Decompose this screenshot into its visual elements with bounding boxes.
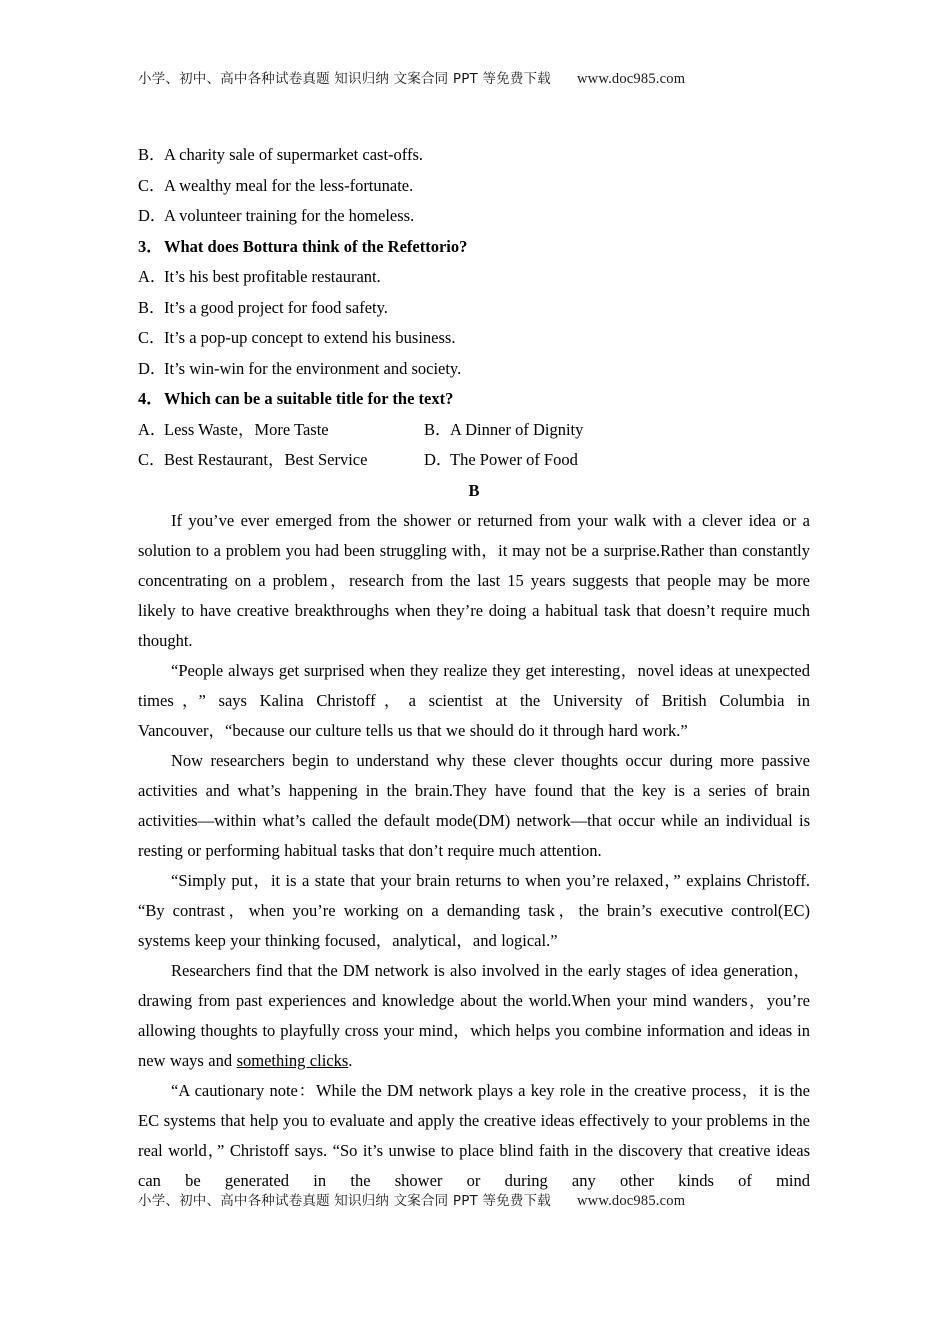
option-text: The Power of Food — [450, 450, 578, 469]
option-text: It’s his best profitable restaurant. — [164, 267, 381, 286]
option-item — [138, 415, 329, 446]
option-label: C． — [138, 450, 166, 469]
document-content — [138, 140, 810, 1226]
option-row — [138, 415, 810, 446]
option-text: It’s a good project for food safety. — [164, 297, 388, 317]
footer-watermark-url: www.doc985.com — [577, 1193, 686, 1209]
option-row — [138, 445, 810, 476]
option-label: B． — [424, 419, 452, 439]
passage-paragraph: Now researchers begin to understand why these clever thoughts occur during more passive activities and what’s happening in the brain.They have found that the key is a series of brain activities—within what’s called the default mode(DM) network—that occur while an individual is resting or performing habitual tasks that don’t require much attention. — [138, 750, 810, 860]
option-label: C． — [138, 328, 166, 347]
option-label: C． — [138, 175, 166, 195]
option-item — [138, 171, 810, 202]
option-label: D． — [138, 358, 167, 378]
header-watermark — [138, 69, 810, 89]
question-stem-3 — [138, 232, 810, 263]
option-item — [138, 140, 810, 171]
passage-paragraph-final: “A cautionary note：While the DM network plays a key role in the creative process，it is the EC systems that help you to evaluate and apply the creative ideas effectively to your problems in the real world，” Christoff says. “So it’s unwise to place blind faith in the discovery that creative ideas can be generated in the shower or during any other kinds of mind — [138, 1080, 810, 1190]
question-text: Which can be a suitable title for the text? — [164, 389, 454, 408]
option-text: A wealthy meal for the less-fortunate. — [164, 175, 414, 195]
option-item — [138, 323, 810, 354]
option-item — [424, 445, 578, 476]
option-item — [138, 262, 810, 293]
option-text: Best Restaurant，Best Service — [164, 450, 368, 469]
passage-paragraph-with-underline — [138, 956, 810, 1076]
option-text: It’s a pop-up concept to extend his business. — [164, 328, 456, 347]
option-text: Less Waste，More Taste — [164, 419, 329, 439]
option-label: D． — [138, 206, 167, 225]
underlined-phrase: something clicks — [236, 1050, 349, 1070]
footer-watermark-chinese: 小学、初中、高中各种试卷真题 知识归纳 文案合同 PPT 等免费下载 — [138, 1193, 551, 1209]
footer-watermark — [138, 1191, 810, 1211]
option-item — [138, 201, 810, 232]
option-item — [138, 293, 810, 324]
paragraph-text-before: Researchers find that the DM network is also involved in the early stages of idea generation，drawing from past experiences and knowledge about the world.When your mind wanders，you’re allowing thoughts to playfully cross your mind，which helps you combine information and ideas in new ways and — [138, 960, 810, 1070]
option-item — [138, 445, 367, 476]
option-item — [424, 415, 583, 446]
option-text: A charity sale of supermarket cast-offs. — [164, 145, 424, 164]
passage-paragraph: “Simply put，it is a state that your brain returns to when you’re relaxed，” explains Christoff. “By contrast，when you’re working on a demanding task，the brain’s executive control(EC) systems keep your thinking focused，analytical，and logical.” — [138, 870, 810, 950]
paragraph-text-after: . — [348, 1050, 353, 1070]
header-watermark-url: www.doc985.com — [577, 71, 686, 87]
question-number: 3． — [138, 236, 163, 256]
option-label: B． — [138, 297, 166, 317]
option-text: A volunteer training for the homeless. — [164, 206, 415, 225]
option-text: A Dinner of Dignity — [450, 419, 584, 439]
question-number: 4． — [138, 389, 163, 408]
option-label: A． — [138, 419, 167, 439]
question-text: What does Bottura think of the Refettorio? — [164, 236, 468, 256]
option-label: B． — [138, 145, 166, 164]
question-stem-4 — [138, 384, 810, 415]
option-label: A． — [138, 267, 167, 286]
option-item — [138, 354, 810, 385]
header-watermark-chinese: 小学、初中、高中各种试卷真题 知识归纳 文案合同 PPT 等免费下载 — [138, 71, 551, 87]
passage-paragraph: If you’ve ever emerged from the shower or returned from your walk with a clever idea or a solution to a problem you had been struggling with，it may not be a surprise.Rather than constantly concentrating on a problem，research from the last 15 years suggests that people may be more likely to have creative breakthroughs when they’re doing a habitual task that doesn’t require much thought. — [138, 510, 810, 650]
option-text: It’s win-win for the environment and society. — [164, 358, 462, 378]
passage-paragraph: “People always get surprised when they realize they get interesting，novel ideas at unexpected times，” says Kalina Christoff，a scientist at the University of British Columbia in Vancouver，“because our culture tells us that we should do it through hard work.” — [138, 660, 810, 740]
section-letter: B — [468, 480, 480, 500]
option-label: D． — [424, 450, 453, 469]
